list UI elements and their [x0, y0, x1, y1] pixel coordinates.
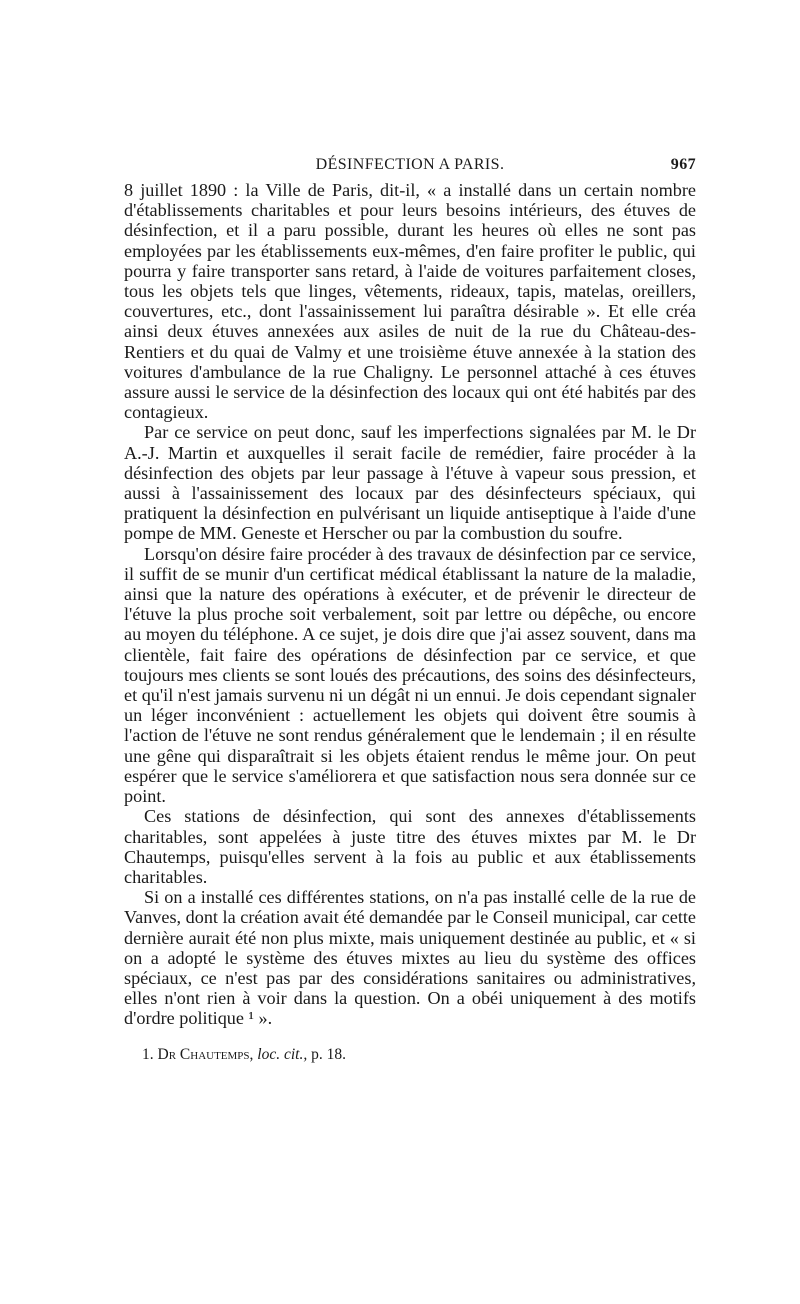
footnote-marker: 1. [142, 1045, 154, 1063]
book-page [124, 150, 696, 1065]
paragraph: Par ce service on peut donc, sauf les imperfections signalées par M. le Dr A.-J. Martin et auxquelles il serait facile de remédier, faire procéder à la désinfection des objets par leur passage à l'étuve à vapeur sous pression, et aussi à l'assainissement des locaux par des désinfecteurs spéciaux, qui pratiquent la désinfection en pulvérisant un liquide antiseptique à l'aide d'une pompe de MM. Geneste et Herscher ou par la combustion du soufre. [124, 422, 696, 544]
footnote-page-ref: p. 18. [311, 1045, 346, 1063]
footnote [124, 1045, 696, 1065]
running-head [124, 150, 696, 176]
footnote-author: Dr Chautemps, [157, 1045, 254, 1063]
paragraph: Lorsqu'on désire faire procéder à des travaux de désinfection par ce service, il suffit de se munir d'un certificat médical établissant la nature de la maladie, ainsi que la nature des opérations à exécuter, et de prévenir le directeur de l'étuve la plus proche soit verbalement, soit par lettre ou dépêche, ou encore au moyen du téléphone. A ce sujet, je dois dire que j'ai assez souvent, dans ma clientèle, fait faire des opérations de désinfection par ce service, et que toujours mes clients se sont loués des précautions, des soins des désinfecteurs, et qu'il n'est jamais survenu ni un dégât ni un ennui. Je dois cependant signaler un léger inconvénient : actuellement les objets qui doivent être soumis à l'action de l'étuve ne sont rendus généralement que le lendemain ; il en résulte une gêne qui disparaîtrait si les objets étaient rendus le même jour. On peut espérer que le service s'améliorera et que satisfaction nous sera donnée sur ce point. [124, 543, 696, 807]
running-title: DÉSINFECTION A PARIS. [315, 156, 505, 173]
paragraph-continuation: 8 juillet 1890 : la Ville de Paris, dit-il, « a installé dans un certain nombre d'établissements charitables et pour leurs besoins intérieurs, des étuves de désinfection, et il a paru possible, durant les heures où elles ne sont pas employées par les établissements eux-mêmes, d'en faire profiter le public, qui pourra y faire transporter sans retard, à l'aide de voitures parfaitement closes, tous les objets tels que linges, vêtements, rideaux, tapis, matelas, oreillers, couvertures, etc., dont l'assainissement lui paraîtra désirable ». Et elle créa ainsi deux étuves annexées aux asiles de nuit de la rue du Château-des-Rentiers et du quai de Valmy et une troisième étuve annexée à la station des voitures d'ambulance de la rue Chaligny. Le personnel attaché à ces étuves assure aussi le service de la désinfection des locaux qui ont été habités par des contagieux. [124, 180, 696, 423]
page-number: 967 [670, 156, 696, 173]
paragraph: Si on a installé ces différentes stations, on n'a pas installé celle de la rue de Vanves, dont la création avait été demandée par le Conseil municipal, car cette dernière aurait été non plus mixte, mais uniquement destinée au public, et « si on a adopté le système des étuves mixtes au lieu du système des offices spéciaux, ce n'est pas par des considérations sanitaires ou administratives, elles n'ont rien à voir dans la question. On a obéi uniquement à des motifs d'ordre politique ¹ ». [124, 887, 696, 1029]
paragraph: Ces stations de désinfection, qui sont des annexes d'établissements charitables, sont appelées à juste titre des étuves mixtes par M. le Dr Chautemps, puisqu'elles servent à la fois au public et aux établissements charitables. [124, 806, 696, 887]
body-text [124, 180, 696, 1029]
footnote-location: loc. cit., [257, 1045, 308, 1063]
